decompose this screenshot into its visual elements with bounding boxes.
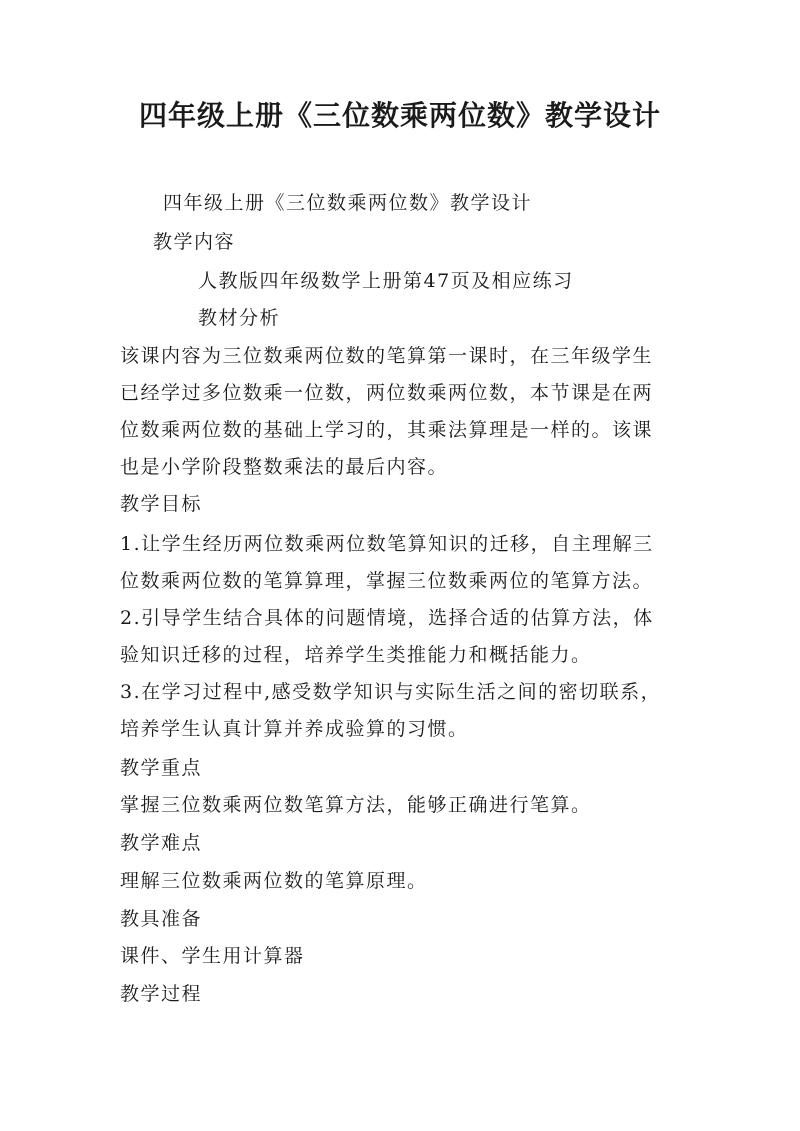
analysis-line: 已经学过多位数乘一位数，两位数乘两位数，本节课是在两 [120,382,654,404]
key-point-heading: 教学重点 [120,757,203,779]
teaching-content-text: 人教版四年级数学上册第47页及相应练习 [198,270,574,292]
tools-text: 课件、学生用计算器 [120,945,305,967]
analysis-line: 也是小学阶段整数乘法的最后内容。 [120,456,449,478]
subtitle: 四年级上册《三位数乘两位数》教学设计 [163,192,533,214]
goals-list [120,526,685,748]
goal-line: 培养学生认真计算并养成验算的习惯。 [120,718,469,740]
goal-line: 3.在学习过程中,感受数学知识与实际生活之间的密切联系， [120,681,662,703]
goal-line: 验知识迁移的过程，培养学生类推能力和概括能力。 [120,644,592,666]
analysis-paragraph [120,338,685,486]
key-point-text: 掌握三位数乘两位数笔算方法，能够正确进行笔算。 [120,794,592,816]
goal-line: 1.让学生经历两位数乘两位数笔算知识的迁移，自主理解三 [120,533,654,555]
analysis-line: 位数乘两位数的基础上学习的，其乘法算理是一样的。该课 [120,419,654,441]
analysis-line: 该课内容为三位数乘两位数的笔算第一课时，在三年级学生 [120,345,654,367]
tools-heading: 教具准备 [120,908,203,930]
process-heading: 教学过程 [120,983,203,1005]
teaching-content-heading: 教学内容 [153,231,236,253]
difficulty-heading: 教学难点 [120,832,203,854]
difficulty-text: 理解三位数乘两位数的笔算原理。 [120,870,428,892]
goal-line: 2.引导学生结合具体的问题情境，选择合适的估算方法，体 [120,607,654,629]
goals-heading: 教学目标 [120,493,203,515]
goal-line: 位数乘两位数的笔算算理，掌握三位数乘两位的笔算方法。 [120,570,654,592]
analysis-heading: 教材分析 [198,307,281,329]
page-title: 四年级上册《三位数乘两位数》教学设计 [138,99,661,132]
